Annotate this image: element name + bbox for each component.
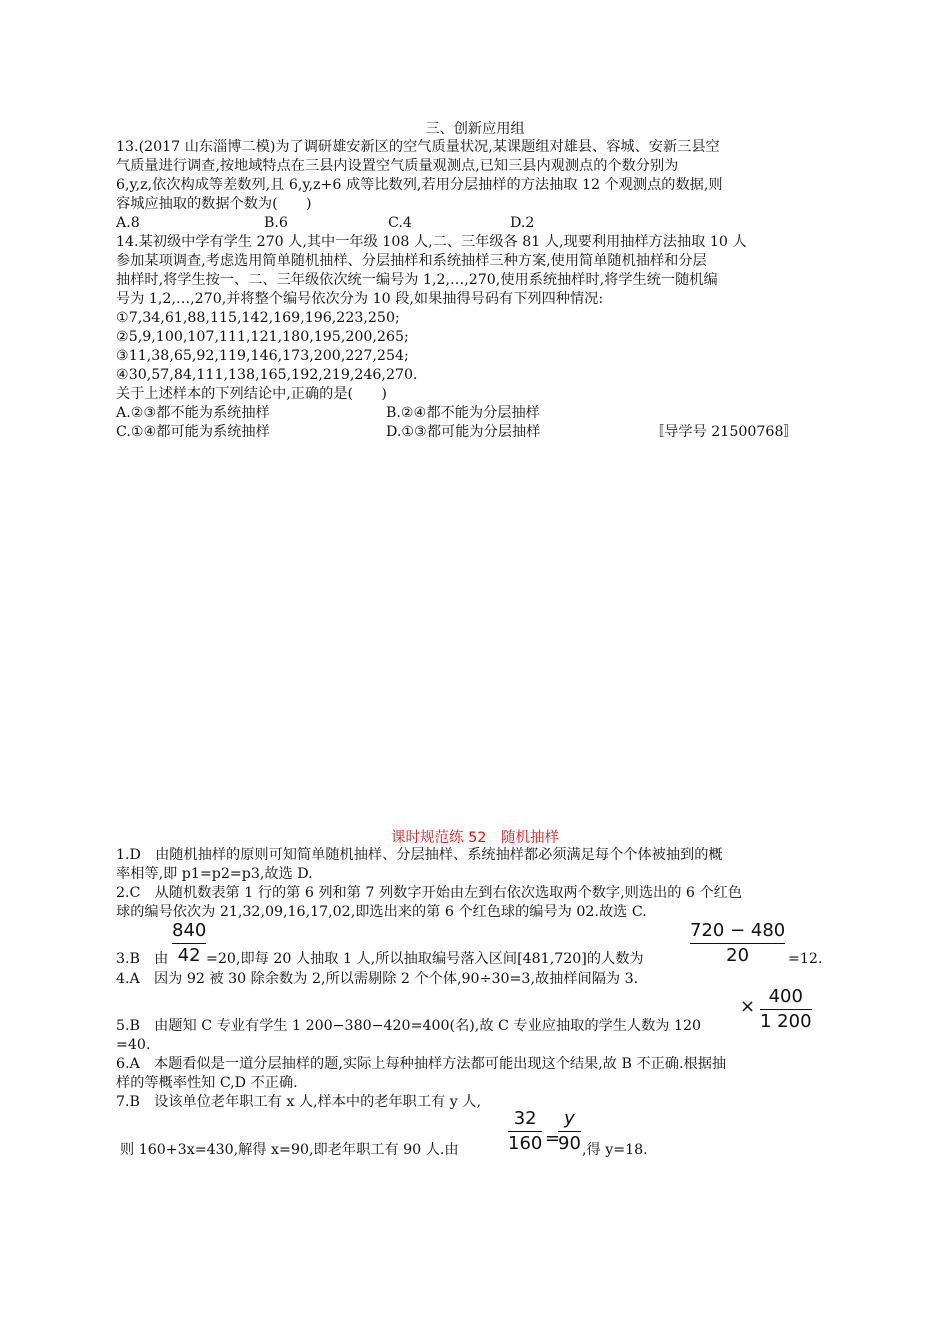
q14-option-c: C.①④都可能为系统抽样	[116, 424, 270, 440]
q13-line-1: 13.(2017 山东淄博二模)为了调研雄安新区的空气质量状况,某课题组对雄县、容城、安新三县空	[116, 139, 720, 155]
fraction-bar	[508, 1131, 542, 1132]
answer-3-end: =12.	[788, 951, 823, 967]
fraction-numerator: 720 − 480	[690, 920, 786, 941]
answer-7-line-1: 7.B 设该单位老年职工有 x 人,样本中的老年职工有 y 人,	[116, 1094, 481, 1110]
answer-4: 4.A 因为 92 被 30 除余数为 2,所以需剔除 2 个个体,90÷30=3,故抽样间隔为 3.	[116, 971, 639, 987]
q14-line-3: 抽样时,将学生按一、二、三年级依次统一编号为 1,2,…,270,使用系统抽样时,将学生统一随机编	[116, 272, 718, 288]
fraction-denominator: 42	[177, 945, 201, 966]
q13-line-4: 容城应抽取的数据个数为( )	[116, 196, 312, 212]
q14-line-2: 参加某项调查,考虑选用简单随机抽样、分层抽样和系统抽样三种方案,使用简单随机抽样和分层	[116, 253, 707, 269]
answer-3-middle: =20,即每 20 人抽取 1 人,所以抽取编号落入区间[481,720]的人数为	[206, 951, 644, 967]
fraction-bar	[558, 1131, 581, 1132]
fraction-denominator: 160	[508, 1133, 543, 1154]
fraction-denominator: 90	[558, 1133, 581, 1154]
fraction-numerator: 400	[768, 986, 803, 1007]
answer-3-fraction-2	[690, 920, 785, 967]
q13-option-c: C.4	[388, 215, 412, 231]
fraction-denominator: 20	[726, 945, 750, 966]
q13-option-d: D.2	[510, 215, 535, 231]
answer-7-end: ,得 y=18.	[582, 1142, 648, 1158]
answer-5-end: =40.	[116, 1037, 151, 1053]
answer-6-line-2: 样的等概率性知 C,D 不正确.	[116, 1075, 298, 1091]
equals-sign: =	[545, 1128, 561, 1149]
answer-1-line-2: 率相等,即 p1=p2=p3,故选 D.	[116, 866, 313, 882]
multiply-sign: ×	[740, 996, 756, 1017]
answer-7-fraction-1	[508, 1108, 542, 1155]
q14-line-4: 号为 1,2,…,270,并将整个编号依次分为 10 段,如果抽得号码有下列四种情况:	[116, 291, 604, 307]
answer-3-lead: 3.B 由	[116, 951, 169, 967]
fraction-numerator: 840	[172, 920, 207, 941]
q14-option-d: D.①③都可能为分层抽样	[386, 424, 541, 440]
answer-7-text: 则 160+3x=430,解得 x=90,即老年职工有 90 人.由	[120, 1142, 459, 1158]
q14-option-b: B.②④都不能为分层抽样	[386, 405, 540, 421]
q14-case-1: ①7,34,61,88,115,142,169,196,223,250;	[116, 310, 400, 326]
section-heading: 三、创新应用组	[425, 121, 525, 137]
fraction-denominator: 1 200	[760, 1011, 812, 1032]
q14-reference-number: 〚导学号 21500768〛	[650, 424, 798, 440]
answer-7-fraction-2	[558, 1108, 581, 1155]
answers-title: 课时规范练 52 随机抽样	[390, 830, 560, 846]
q14-line-1: 14.某初级中学有学生 270 人,其中一年级 108 人,二、三年级各 81 人,现要利用抽样方法抽取 10 人	[116, 234, 747, 250]
answer-5-fraction	[760, 986, 812, 1033]
answer-3-fraction-1	[172, 920, 206, 967]
q14-prompt: 关于上述样本的下列结论中,正确的是( )	[116, 386, 387, 402]
q13-option-a: A.8	[116, 215, 140, 231]
answer-1-line-1: 1.D 由随机抽样的原则可知简单随机抽样、分层抽样、系统抽样都必须满足每个个体被抽到的概	[116, 847, 723, 863]
q13-option-b: B.6	[264, 215, 288, 231]
fraction-numerator: y	[564, 1108, 575, 1129]
q14-option-a: A.②③都不能为系统抽样	[116, 405, 270, 421]
fraction-numerator: 32	[513, 1108, 537, 1129]
q14-case-3: ③11,38,65,92,119,146,173,200,227,254;	[116, 348, 409, 364]
answer-5-text: 5.B 由题知 C 专业有学生 1 200−380−420=400(名),故 C 专业应抽取的学生人数为 120	[116, 1018, 702, 1034]
answer-2-line-1: 2.C 从随机数表第 1 行的第 6 列和第 7 列数字开始由左到右依次选取两个数字,则选出的 6 个红色	[116, 885, 743, 901]
q13-line-2: 气质量进行调查,按地域特点在三县内设置空气质量观测点,已知三县内观测点的个数分别为	[116, 158, 679, 174]
q13-line-3: 6,y,z,依次构成等差数列,且 6,y,z+6 成等比数列,若用分层抽样的方法抽取 12 个观测点的数据,则	[116, 177, 723, 193]
answer-6-line-1: 6.A 本题看似是一道分层抽样的题,实际上每种抽样方法都可能出现这个结果,故 B 不正确.根据抽	[116, 1056, 727, 1072]
q14-case-2: ②5,9,100,107,111,121,180,195,200,265;	[116, 329, 409, 345]
fraction-bar	[172, 943, 206, 944]
fraction-bar	[690, 943, 785, 944]
answer-2-line-2: 球的编号依次为 21,32,09,16,17,02,即选出来的第 6 个红色球的编号为 02.故选 C.	[116, 904, 647, 920]
fraction-bar	[760, 1009, 812, 1010]
q14-case-4: ④30,57,84,111,138,165,192,219,246,270.	[116, 367, 418, 383]
